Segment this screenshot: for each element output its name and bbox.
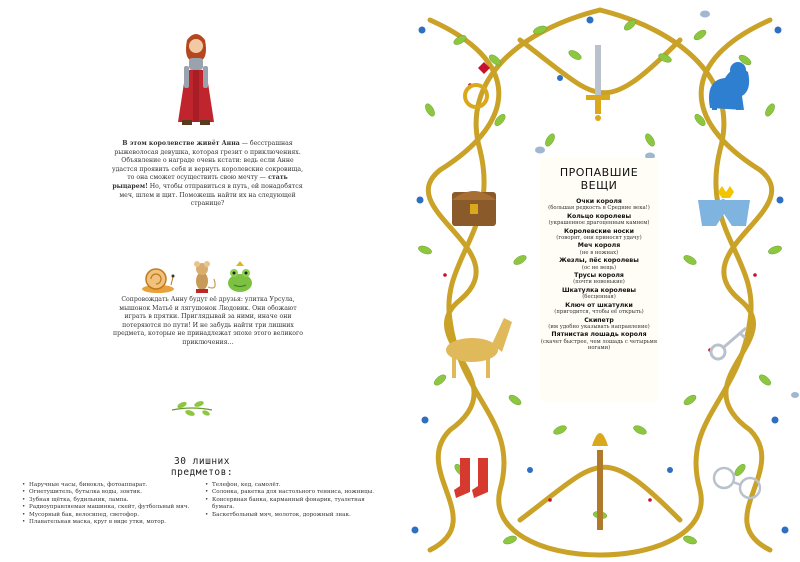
lost-item xyxy=(540,228,658,242)
intro-tail: Но, чтобы отправиться в путь, ей понадобятся меч, шлем и щит. Поможешь найти их на следующей странице? xyxy=(119,182,303,208)
lost-item-name: Очки короля xyxy=(576,198,622,205)
intro-dream: стать рыцарем! xyxy=(112,174,288,190)
lost-item xyxy=(540,317,658,331)
friends-illustration xyxy=(140,255,260,295)
list-item: • Баскетбольный мяч, молоток, дорожный знак. xyxy=(205,512,375,519)
frog-icon xyxy=(228,261,252,292)
lost-item-name: Трусы короля xyxy=(574,272,624,280)
list-item: • Мусорный бак, велосипед, светофор. xyxy=(22,512,192,519)
lost-item-note: (пригодится, чтобы её открыть) xyxy=(554,309,644,316)
lost-title-line: ВЕЩИ xyxy=(580,179,618,192)
lost-item-name: Пятнистая лошадь короля xyxy=(551,331,647,339)
lost-item xyxy=(540,213,658,227)
princess-icon xyxy=(172,26,220,126)
lost-item-note: (ос не вещь) xyxy=(581,264,617,271)
lost-item-note: (говорят, они приносят удачу) xyxy=(556,235,642,242)
list-item: • Огнетушитель, бутылка воды, зонтик. xyxy=(22,489,192,496)
lost-item xyxy=(540,331,658,351)
lost-item-name: Ключ от шкатулки xyxy=(565,301,633,309)
list-item: • Солонка, ракетка для настольного тенниса, ножницы. xyxy=(205,489,375,496)
lost-item-note: (скачет быстрее, чем лошадь с четырьмя ногами) xyxy=(540,338,658,352)
lost-item xyxy=(540,287,658,301)
list-item: • Зубная щётка, будильник, лампа. xyxy=(22,497,192,504)
leaf-sprig-icon xyxy=(170,398,214,418)
list-item: • Консервная банка, карманный фонарик, туалетная бумага. xyxy=(205,497,375,512)
lost-item xyxy=(540,302,658,316)
lost-item-note: (украшенное драгоценным камнем) xyxy=(548,220,650,227)
lost-item-name: Кольцо королевы xyxy=(566,212,632,220)
horse-icon xyxy=(446,318,512,378)
right-page xyxy=(400,0,800,562)
intro-text xyxy=(110,140,305,209)
chest-icon xyxy=(452,191,496,226)
lost-item xyxy=(540,272,658,286)
friends-text: Сопровождать Анну будут её друзья: улитка Урсула, мышонок Матьё и лягушонок Людовик. Они обожают играть в прятки. Приглядывай за ними, иначе они потеряются по пути! И не забудь найти три лишних предмета, которые не принадлежат эпохе этого великого приключения… xyxy=(112,296,304,346)
lost-item-name: Скипетр xyxy=(584,316,614,324)
sword-icon xyxy=(586,45,610,121)
lost-items-title xyxy=(540,166,658,192)
lost-item-note: (почти новенькие) xyxy=(573,279,625,286)
intro-lead: В этом королевстве живёт Анна xyxy=(122,140,240,147)
mouse-icon xyxy=(194,261,215,293)
list-item: • Телефон, кед, самолёт. xyxy=(205,482,375,489)
lost-item xyxy=(540,242,658,256)
lost-title-line: ПРОПАВШИЕ xyxy=(559,166,639,179)
extra-items-list-left xyxy=(22,482,192,526)
lost-item xyxy=(540,198,658,212)
list-item: • Плавательная маска, круг в виде утки, мотор. xyxy=(22,519,192,526)
snail-icon xyxy=(142,269,175,293)
lost-item-name: Шкатулка королевы xyxy=(561,286,637,294)
extra-items-title: 30 лишних предметов: xyxy=(170,456,234,478)
lost-item-name: Меч короля xyxy=(577,242,621,250)
lost-items-panel xyxy=(540,158,658,402)
intro-body: — бесстрашная рыжеволосая девушка, которая грезит о приключениях. Объявление о награде очень кстати: ведь если Анне удастся проявить себя и вернуть королевские сокровища, то она сможет осуществить свою мечту — xyxy=(111,140,304,182)
lost-item-note: (большая редкость в Средние века!) xyxy=(548,205,650,212)
list-item: • Радиоуправляемая машинка, скейт, футбольный мяч. xyxy=(22,504,192,511)
lost-items-list xyxy=(540,198,658,352)
socks-icon xyxy=(454,458,488,498)
lost-item-name: Королевские носки xyxy=(564,227,634,235)
list-item: • Наручные часы, бинокль, фотоаппарат. xyxy=(22,482,192,489)
lost-item-note: (им удобно указывать направление) xyxy=(548,323,650,330)
lost-item xyxy=(540,257,658,271)
dog-icon xyxy=(709,62,749,110)
lost-item-name: Жезлы, пёс королевы xyxy=(559,257,639,265)
lost-item-note: (не в ножнах) xyxy=(579,249,619,256)
lost-item-note: (бесценная) xyxy=(582,294,616,301)
extra-items-list-right xyxy=(205,482,375,519)
